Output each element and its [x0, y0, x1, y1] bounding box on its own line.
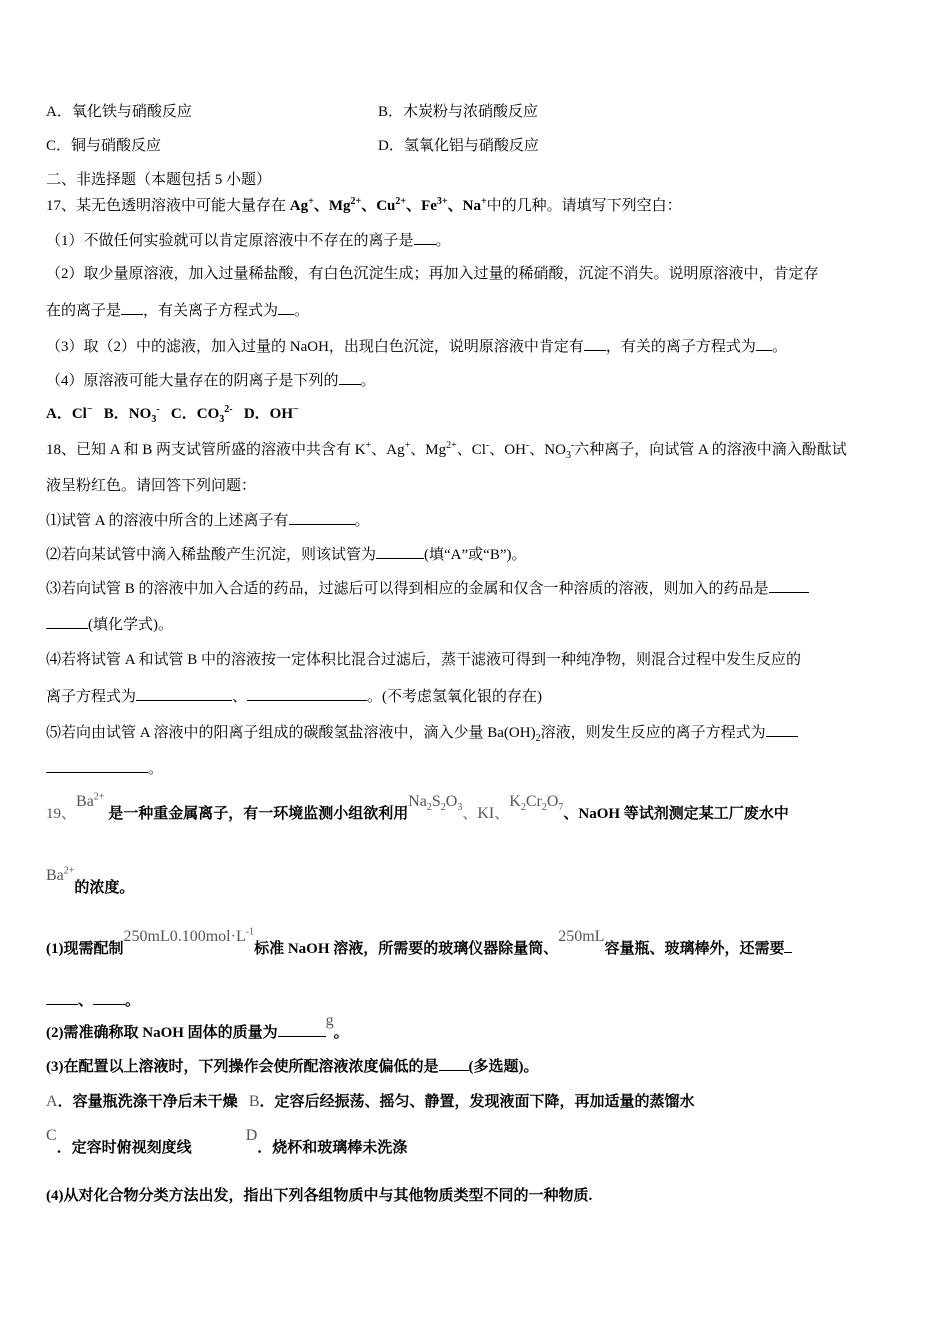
q17-part2-line1: （2）取少量原溶液，加入过量稀盐酸，有白色沉淀生成；再加入过量的稀硝酸，沉淀不消失。说明原溶液中，肯定存 [46, 266, 819, 282]
answer-blank[interactable] [784, 938, 792, 953]
q17-part1: （1）不做任何实验就可以肯定原溶液中不存在的离子是 。 [46, 230, 451, 251]
answer-blank[interactable] [414, 230, 436, 245]
q18-part4-line2: 离子方程式为 、 。(不考虑氢氧化银的存在) [46, 686, 542, 707]
q17-part3: （3）取（2）中的滤液，加入过量的 NaOH，出现白色沉淀，说明原溶液中肯定有 ，有关的离子方程式为 。 [46, 336, 787, 357]
answer-blank[interactable] [247, 686, 367, 701]
q17-part4: （4）原溶液可能大量存在的阴离子是下列的 。 [46, 370, 376, 391]
answer-blank[interactable] [46, 990, 78, 1005]
answer-blank[interactable] [278, 1022, 326, 1037]
answer-blank[interactable] [769, 578, 809, 593]
q18-part1: ⑴试管 A 的溶液中所含的上述离子有 。 [46, 510, 370, 531]
option-d: D．氢氧化铝与硝酸反应 [378, 138, 539, 154]
option-a: A．氧化铁与硝酸反应 [46, 104, 192, 120]
formula-k2cr2o7: $K_2Cr_2O_7$ [509, 793, 564, 814]
q18-part4-line1: ⑷若将试管 A 和试管 B 中的溶液按一定体积比混合过滤后，蒸干滤液可得到一种纯净物，则混合过程中发生反应的 [46, 652, 802, 668]
answer-blank[interactable] [439, 1056, 469, 1071]
answer-blank[interactable] [46, 758, 148, 773]
q18-part3-line1: ⑶若向试管 B 的溶液中加入合适的药品，过滤后可以得到相应的金属和仅含一种溶质的溶液，则加入的药品是 [46, 578, 809, 599]
section-heading: 二、非选择题（本题包括 5 小题） [46, 172, 272, 188]
answer-blank[interactable] [121, 300, 143, 315]
option-b: B．木炭粉与浓硝酸反应 [378, 104, 539, 120]
q19-options-ab: A．容量瓶洗涤干净后未干燥 B．定容后经振荡、摇匀、静置，发现液面下降，再加适量的蒸馏水 [46, 1093, 695, 1110]
q17-choices: A．Cl− B．$NO_3^-$ C．$CO_3^{2-}$ D．OH− [46, 404, 299, 425]
q18-part2: ⑵若向某试管中滴入稀盐酸产生沉淀，则该试管为 (填“A”或“B”)。 [46, 544, 526, 565]
formula-ba: $Ba^{2+}$ [76, 791, 105, 810]
answer-blank[interactable] [289, 510, 355, 525]
formula-na2s2o3: $Na_2S_2O_3$ [408, 793, 463, 814]
q19-options-cd: C．定容时俯视刻度线D．烧杯和玻璃棒未洗涤 [46, 1127, 408, 1156]
q19-part1-line2: 、 。 [46, 990, 140, 1011]
q19-part2: (2)需准确称取 NaOH 固体的质量为g。 [46, 1012, 349, 1041]
q17-stem: 17、某无色透明溶液中可能大量存在 Ag+、$Mg^{2+}$、$Cu^{2+}$、$Fe^{3+}$、Na+中的几种。请填写下列空白： [46, 196, 682, 214]
q18-stem-line2: 液呈粉红色。请回答下列问题： [46, 478, 257, 494]
q18-stem-line1: 18、已知 A 和 B 两支试管所盛的溶液中共含有 K+、Ag+、$Mg^{2+}$、Cl-、OH-、$NO_3^-$六种离子，向试管 A 的溶液中滴入酚酞试 [46, 440, 847, 461]
answer-blank[interactable] [376, 544, 424, 559]
answer-blank[interactable] [278, 300, 294, 315]
q19-part1-line1: (1)现需配制$250mL0.100mol\cdot L^{-1}$标准 NaOH 溶液，所需要的玻璃仪器除量筒、250mL容量瓶、玻璃棒外，还需要 [46, 938, 792, 959]
q17-part2-line2: 在的离子是 ，有关离子方程式为 。 [46, 300, 309, 321]
q19-stem-line2: $Ba^{2+}$的浓度。 [46, 865, 135, 896]
q18-part5-line2: 。 [46, 758, 163, 779]
q19-part4: (4)从对化合物分类方法出发，指出下列各组物质中与其他物质类型不同的一种物质. [46, 1188, 593, 1204]
answer-blank[interactable] [766, 722, 798, 737]
answer-blank[interactable] [584, 336, 606, 351]
answer-blank[interactable] [93, 990, 125, 1005]
option-c: C．铜与硝酸反应 [46, 138, 162, 154]
answer-blank[interactable] [756, 336, 772, 351]
q19-stem-line1: 19、$Ba^{2+}$ 是一种重金属离子，有一环境监测小组欲利用$Na_2S_2O_3$、KI、$K_2Cr_2O_7$、NaOH 等试剂测定某工厂废水中 [46, 791, 789, 822]
answer-blank[interactable] [46, 614, 88, 629]
q18-part5-line1: ⑸若向由试管 A 溶液中的阳离子组成的碳酸氢盐溶液中，滴入少量 $Ba(OH)_2$溶液，则发生反应的离子方程式为 [46, 722, 798, 743]
answer-blank[interactable] [136, 686, 232, 701]
q18-part3-line2: (填化学式)。 [46, 614, 173, 635]
q19-part3: (3)在配置以上溶液时，下列操作会使所配溶液浓度偏低的是 (多选题)。 [46, 1056, 539, 1077]
answer-blank[interactable] [339, 370, 361, 385]
